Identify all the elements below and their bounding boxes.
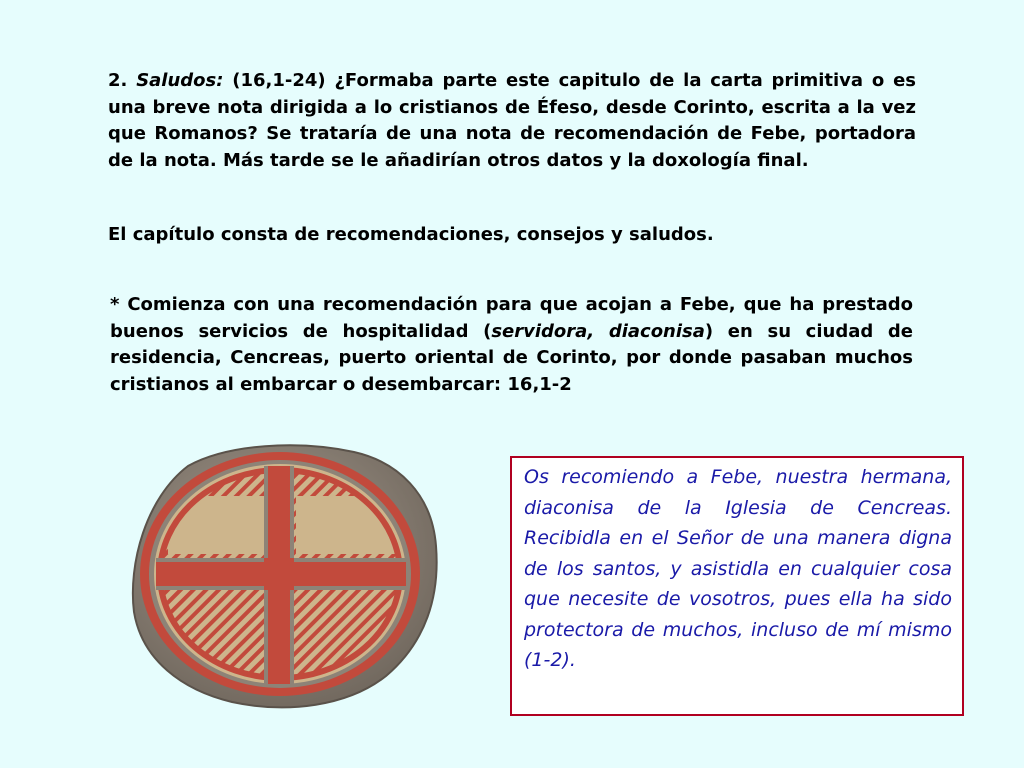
scripture-quote-text: Os recomiendo a Febe, nuestra hermana, diaconisa de la Iglesia de Cencreas. Recibidla en el Señor de una manera digna de los santos, y asistidla en cualquier cosa que necesite de vosotros, pues ella ha sido protectora de muchos, incluso de mí mismo (1-2). [524,466,952,671]
intro-paragraph [108,68,916,174]
recommendation-part1: * Comienza con una recomendación para que acojan a Febe, que ha prestado buenos servicios de hospitalidad ( [110,294,913,342]
chapter-summary: El capítulo consta de recomendaciones, consejos y saludos. [108,224,714,245]
intro-body: (16,1-24) ¿Formaba parte este capitulo de la carta primitiva o es una breve nota dirigida a lo cristianos de Éfeso, desde Corinto, escrita a la vez que Romanos? Se trataría de una nota de recomendación de Febe, portadora de la nota. Más tarde se le añadirían otros datos y la doxología final. [108,70,916,171]
recommendation-part2: ) en su ciudad de residencia, Cencreas, puerto oriental de Corinto, por donde pasaban muchos cristianos al embarcar o desembarcar: 16,1-2 [110,320,913,395]
recommendation-paragraph [110,292,913,398]
recommendation-italic: servidora, diaconisa [491,320,705,342]
scripture-quote-box [510,456,964,716]
cross-in-circle-stone-emblem-icon [128,436,440,714]
section-number: 2. [108,70,137,91]
section-heading: Saludos: [136,70,224,91]
